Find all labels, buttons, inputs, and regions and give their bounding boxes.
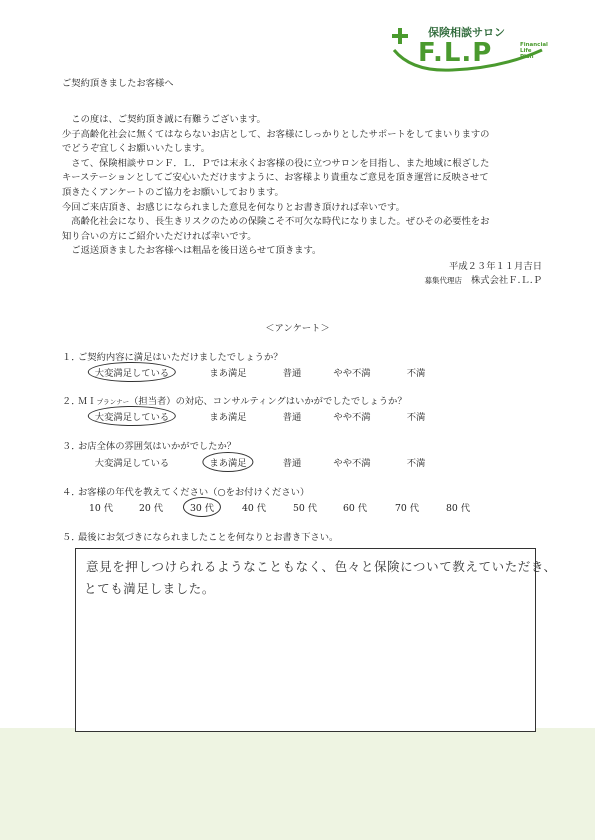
letter-line: でどうぞ宜しくお願いいたします。 bbox=[62, 143, 211, 155]
letter-line: 高齢化社会になり、長生きリスクのための保険こそ不可欠な時代になりました。ぜひその必要性をお bbox=[62, 216, 490, 228]
option[interactable]: やや不満 bbox=[333, 412, 371, 423]
question-3: ３．お店全体の雰囲気はいかがでしたか？ bbox=[62, 441, 237, 452]
question-2: ２．ＭＩプランナー（担当者）の対応、コンサルティングはいかがでしたでしょうか？ bbox=[62, 396, 407, 407]
handwritten-answer-line: とても満足しました。 bbox=[84, 581, 216, 596]
letter-line: さて、保険相談サロンＦ．Ｌ．Ｐでは末永くお客様の役に立つサロンを目指し、また地域に根ざした bbox=[62, 157, 490, 169]
option[interactable]: 80 代 bbox=[445, 503, 471, 514]
option[interactable]: 普通 bbox=[282, 458, 302, 469]
letter-line: 知り合いの方にご紹介いただければ幸いです。 bbox=[62, 230, 257, 242]
logo-brand: F.L.P bbox=[418, 38, 493, 68]
logo-title: 保険相談サロン bbox=[428, 26, 505, 39]
question-3-options bbox=[0, 455, 595, 471]
option[interactable]: 普通 bbox=[282, 368, 302, 379]
letter-line: 少子高齢化社会に無くてはならないお店として、お客様にしっかりとしたサポートをしてまいりますの bbox=[62, 128, 490, 140]
question-1-options bbox=[0, 365, 595, 381]
letter-date: 平成２３年１１月吉日 bbox=[449, 261, 542, 272]
survey-title: ＜アンケート＞ bbox=[265, 323, 330, 334]
footer-band bbox=[0, 728, 595, 840]
option-selected[interactable]: まあ満足 bbox=[209, 455, 246, 469]
company-logo bbox=[392, 20, 552, 80]
question-2-options bbox=[0, 409, 595, 425]
letter-line: この度は、ご契約頂き誠に有難うございます。 bbox=[62, 114, 266, 125]
option[interactable]: 不満 bbox=[406, 458, 426, 469]
option[interactable]: 不満 bbox=[406, 368, 426, 379]
option[interactable]: 50 代 bbox=[292, 503, 318, 514]
option[interactable]: 不満 bbox=[406, 412, 426, 423]
option[interactable]: やや不満 bbox=[333, 368, 371, 379]
letter-line: ご返送頂きましたお客様へは粗品を後日送らせて頂きます。 bbox=[62, 245, 322, 257]
question-5: ５．最後にお気づきになられましたことを何なりとお書き下さい。 bbox=[62, 532, 339, 543]
letter-line: キーステーションとしてご安心いただけますように、お客様より貴重なご意見を頂き運営に反映させて bbox=[62, 172, 489, 184]
handwritten-answer-line: 意見を押しつけられるようなこともなく、色々と保険について教えていただき、 bbox=[86, 559, 557, 574]
option[interactable]: まあ満足 bbox=[209, 368, 247, 379]
option[interactable]: 10 代 bbox=[88, 503, 114, 514]
company-name: 株式会社Ｆ.Ｌ.Ｐ bbox=[471, 275, 542, 286]
free-answer-box[interactable] bbox=[75, 548, 557, 732]
option[interactable]: 70 代 bbox=[394, 503, 420, 514]
option-selected[interactable]: 30 代 bbox=[190, 500, 214, 514]
letter-line: 頂きたくアンケートのご協力をお願いしております。 bbox=[62, 186, 284, 198]
letter-agency bbox=[425, 274, 542, 288]
question-4: ４．お客様の年代を教えてください（○をお付けください） bbox=[62, 487, 310, 498]
option-selected[interactable]: 大変満足している bbox=[95, 409, 169, 423]
option[interactable]: 40 代 bbox=[241, 503, 267, 514]
option[interactable]: 大変満足している bbox=[94, 458, 170, 469]
question-1: １．ご契約内容に満足はいただけましたでしょうか？ bbox=[62, 352, 283, 363]
option-selected[interactable]: 大変満足している bbox=[95, 365, 169, 379]
option[interactable]: 60 代 bbox=[342, 503, 368, 514]
letter-line: 今回ご来店頂き、お感じになられました意見を何なりとお書き頂ければ幸いです。 bbox=[62, 201, 405, 213]
letter-body bbox=[62, 113, 547, 259]
question-4-options bbox=[0, 500, 595, 516]
agency-label: 募集代理店 bbox=[424, 276, 463, 285]
option[interactable]: 普通 bbox=[282, 412, 302, 423]
option[interactable]: やや不満 bbox=[333, 458, 371, 469]
option[interactable]: まあ満足 bbox=[209, 412, 247, 423]
letter-greeting: ご契約頂きましたお客様へ bbox=[62, 78, 174, 89]
logo-tagline: Financial Life Plan bbox=[520, 42, 548, 60]
option[interactable]: 20 代 bbox=[138, 503, 164, 514]
